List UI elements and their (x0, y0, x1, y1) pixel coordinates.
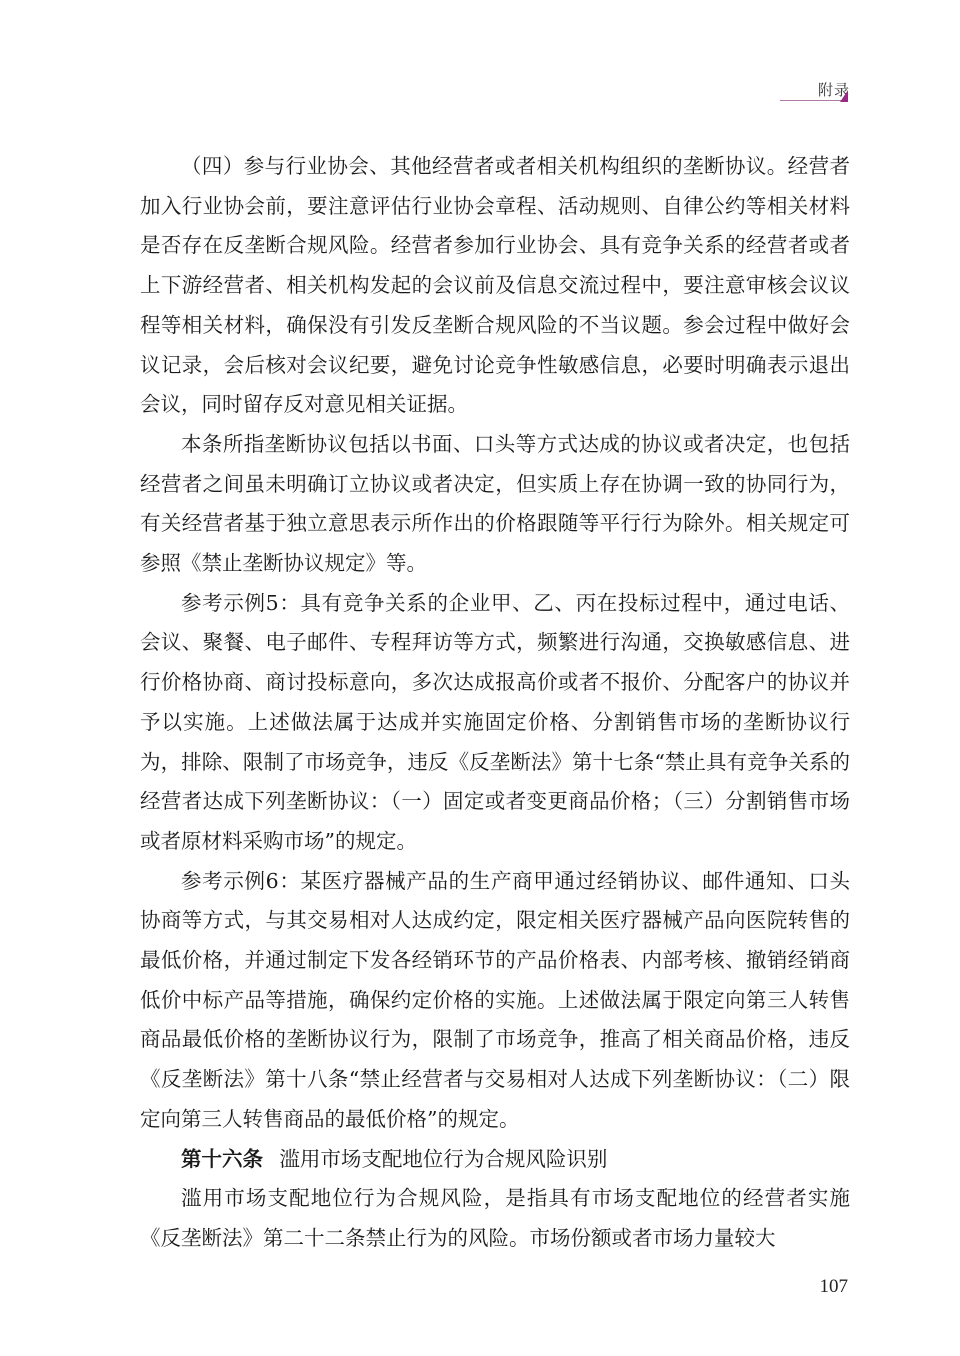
article-heading (140, 1140, 850, 1180)
body-text (140, 147, 850, 1259)
header-rule (780, 100, 842, 101)
article-number: 第十六条 (181, 1146, 263, 1171)
paragraph: 本条所指垄断协议包括以书面、口头等方式达成的协议或者决定，也包括经营者之间虽未明确订立协议或者决定，但实质上存在协调一致的协同行为，有关经营者基于独立意思表示所作出的价格跟随等平行行为除外。相关规定可参照《禁止垄断协议规定》等。 (140, 431, 850, 576)
paragraph: 参考示例5：具有竞争关系的企业甲、乙、丙在投标过程中，通过电话、会议、聚餐、电子邮件、专程拜访等方式，频繁进行沟通，交换敏感信息、进行价格协商、商讨投标意向，多次达成报高价或者不报价、分配客户的协议并予以实施。上述做法属于达成并实施固定价格、分割销售市场的垄断协议行为，排除、限制了市场竞争，违反《反垄断法》第十七条“禁止具有竞争关系的经营者达成下列垄断协议：（一）固定或者变更商品价格；（三）分割销售市场或者原材料采购市场”的规定。 (140, 590, 850, 853)
running-header: 附录 (817, 81, 850, 99)
header-corner-mark (840, 90, 848, 102)
paragraph: 滥用市场支配地位行为合规风险，是指具有市场支配地位的经营者实施《反垄断法》第二十二条禁止行为的风险。市场份额或者市场力量较大 (140, 1186, 850, 1250)
page-number: 107 (819, 1276, 848, 1297)
article-title: 滥用市场支配地位行为合规风险识别 (279, 1146, 608, 1171)
paragraph: （四）参与行业协会、其他经营者或者相关机构组织的垄断协议。经营者加入行业协会前，要注意评估行业协会章程、活动规则、自律公约等相关材料是否存在反垄断合规风险。经营者参加行业协会、具有竞争关系的经营者或者上下游经营者、相关机构发起的会议前及信息交流过程中，要注意审核会议议程等相关材料，确保没有引发反垄断合规风险的不当议题。参会过程中做好会议记录，会后核对会议纪要，避免讨论竞争性敏感信息，必要时明确表示退出会议，同时留存反对意见相关证据。 (140, 154, 850, 417)
paragraph: 参考示例6：某医疗器械产品的生产商甲通过经销协议、邮件通知、口头协商等方式，与其交易相对人达成约定，限定相关医疗器械产品向医院转售的最低价格，并通过制定下发各经销环节的产品价格表、内部考核、撤销经销商低价中标产品等措施，确保约定价格的实施。上述做法属于限定向第三人转售商品最低价格的垄断协议行为，限制了市场竞争，推高了相关商品价格，违反《反垄断法》第十八条“禁止经营者与交易相对人达成下列垄断协议：（二）限定向第三人转售商品的最低价格”的规定。 (140, 868, 850, 1131)
